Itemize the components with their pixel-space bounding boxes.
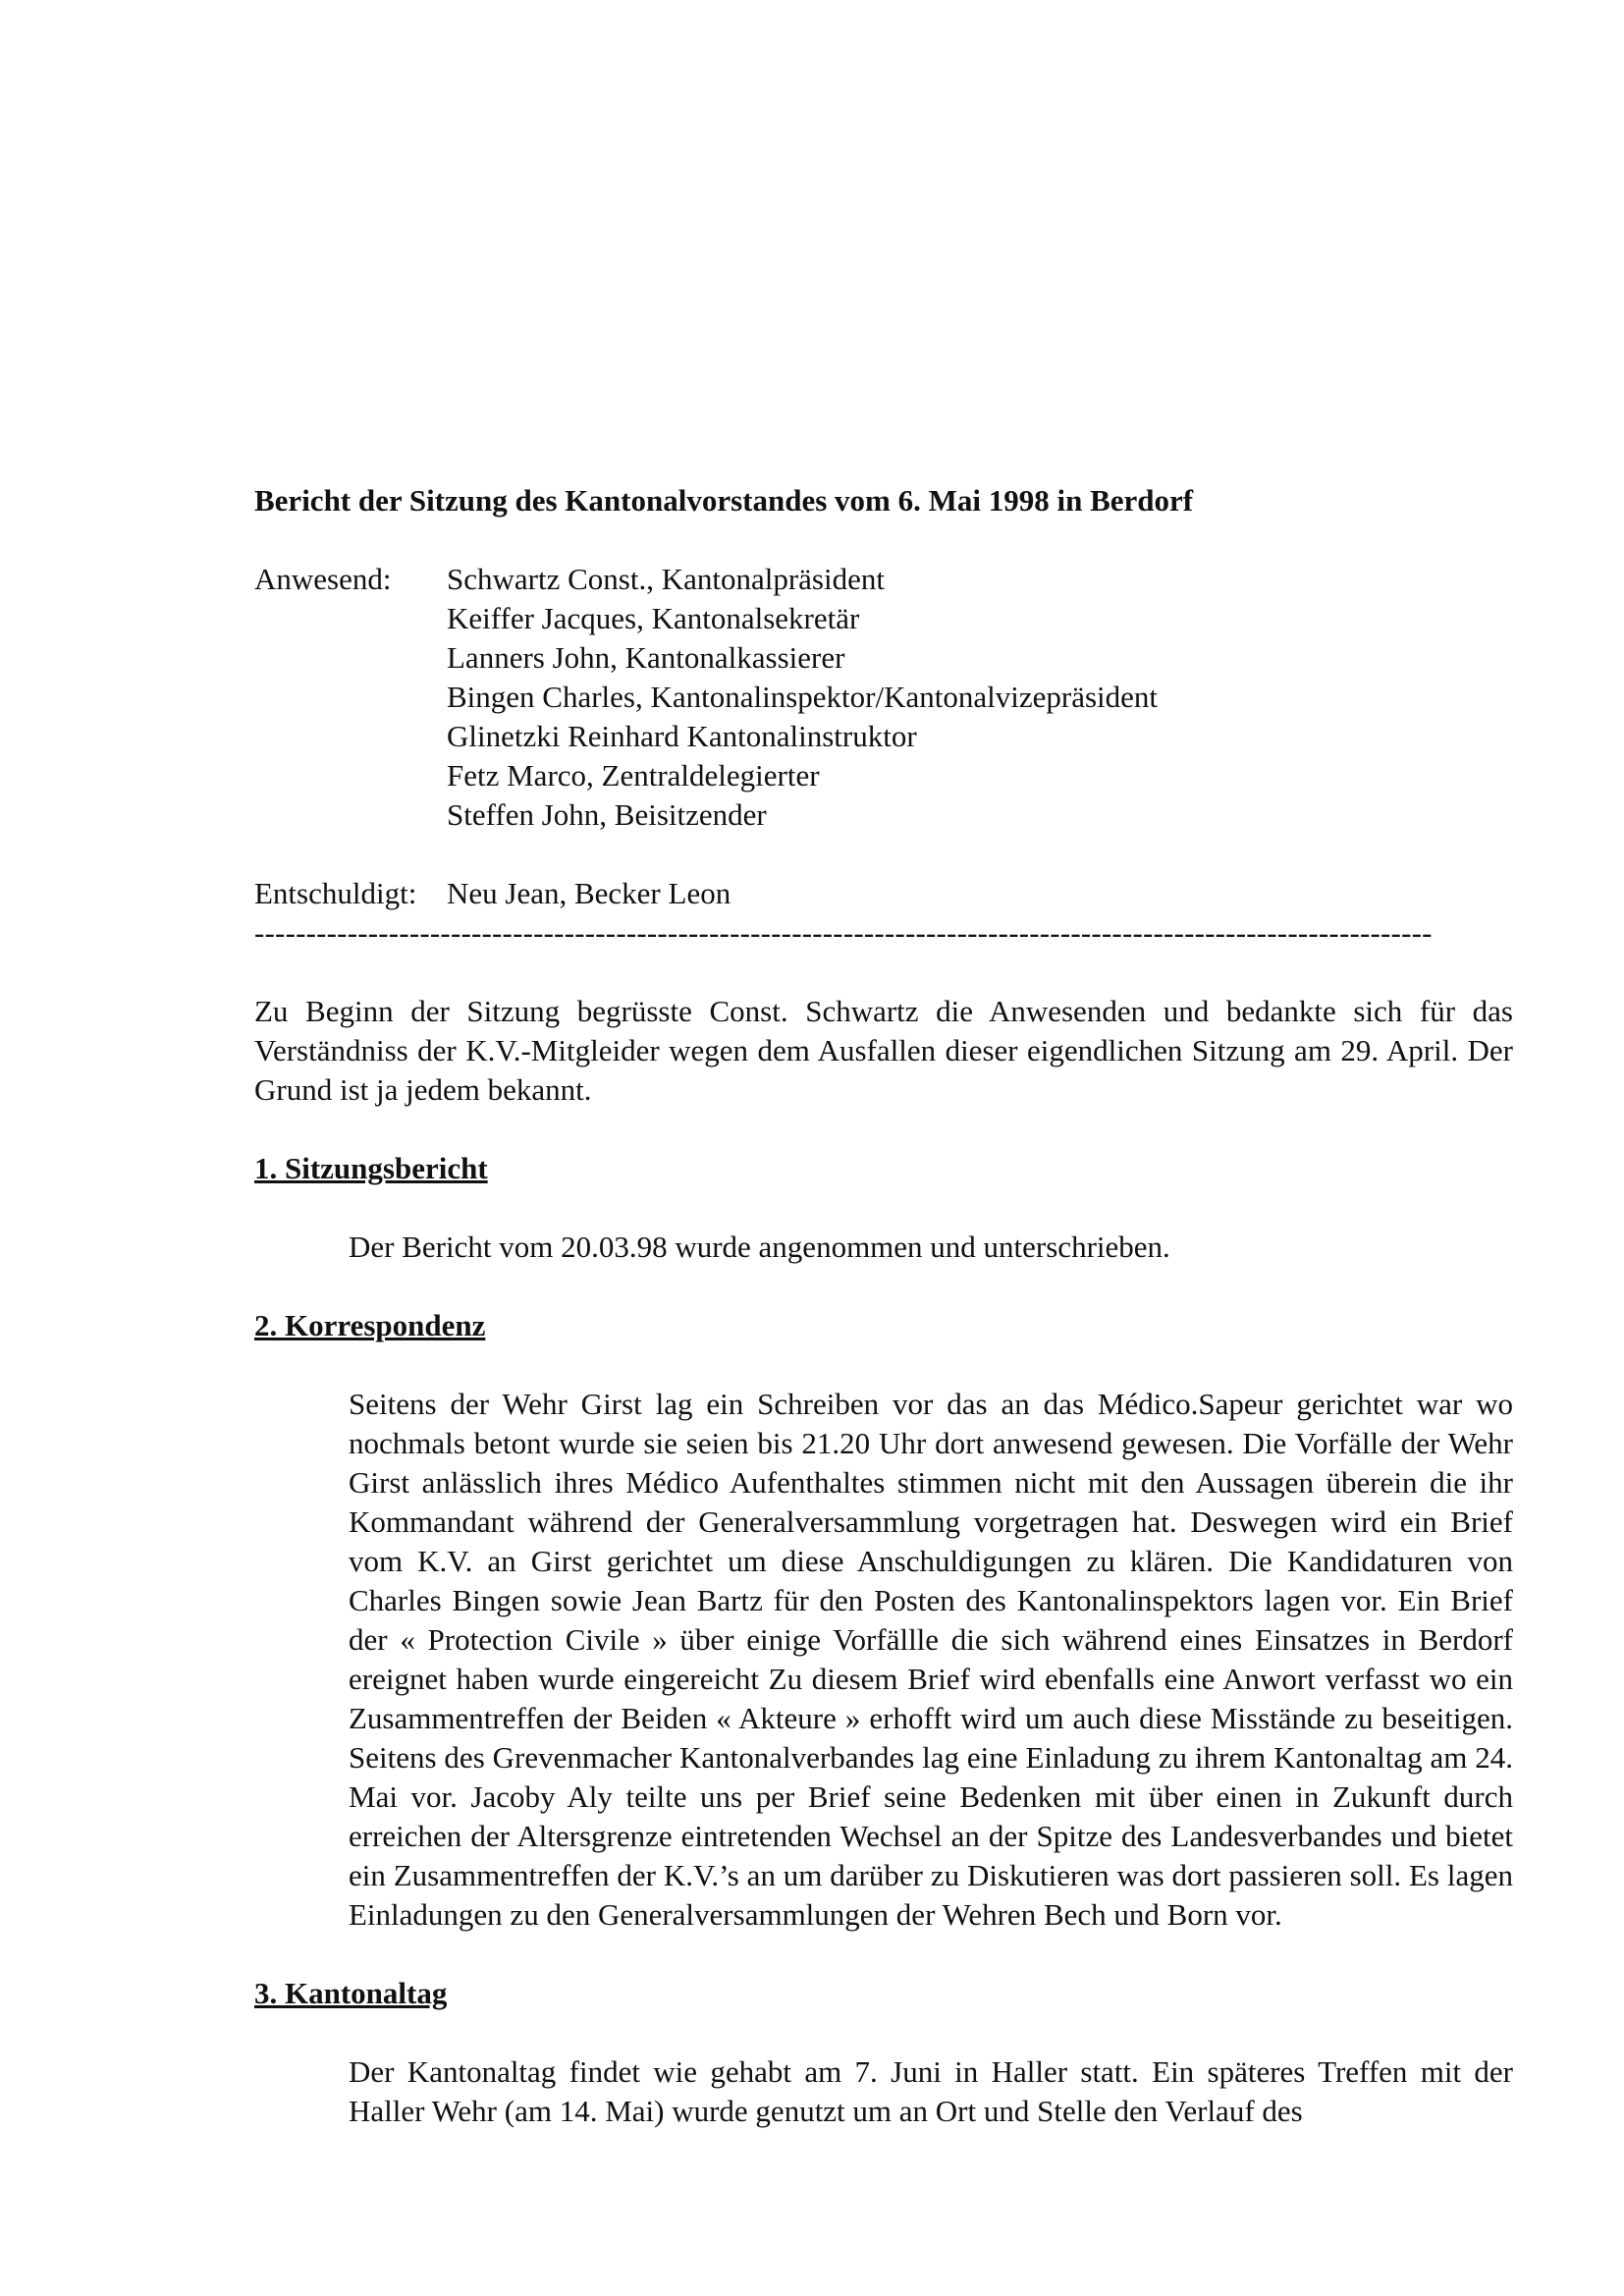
section-heading: 2. Korrespondenz (254, 1308, 486, 1342)
excused-label: Entschuldigt: (254, 876, 417, 910)
present-member: Glinetzki Reinhard Kantonalinstruktor (447, 719, 917, 753)
attendance-excused (254, 874, 1513, 913)
section-heading: 3. Kantonaltag (254, 1976, 448, 2010)
present-member: Keiffer Jacques, Kantonalsekretär (447, 601, 860, 635)
present-member: Bingen Charles, Kantonalinspektor/Kantonalvizepräsident (447, 680, 1159, 714)
present-member: Lanners John, Kantonalkassierer (447, 640, 845, 675)
present-member: Schwartz Const., Kantonalpräsident (447, 562, 885, 596)
section-body: Seitens der Wehr Girst lag ein Schreiben vor das an das Médico.Sapeur gerichtet war wo nochmals betont wurde sie seien bis 21.20 Uhr dort anwesend gewesen. Die Vorfälle der Wehr Girst anlässlich ihres Médico Aufenthaltes stimmen nicht mit den Aussagen überein die ihr Kommandant während der Generalversammlung vorgetragen hat. Deswegen wird ein Brief vom K.V. an Girst gerichtet um diese Anschuldigungen zu klären. Die Kandidaturen von Charles Bingen sowie Jean Bartz für den Posten des Kantonalinspektors lagen vor. Ein Brief der « Protection Civile » über einige Vorfällle die sich während eines Einsatzes in Berdorf ereignet haben wurde eingereicht Zu diesem Brief wird ebenfalls eine Anwort verfasst wo ein Zusammentreffen der Beiden « Akteure » erhofft wird um auch diese Misstände zu beseitigen. Seitens des Grevenmacher Kantonalverbandes lag eine Einladung zu ihrem Kantonaltag am 24. Mai vor. Jacoby Aly teilte uns per Brief seine Bedenken mit über einen in Zukunft durch erreichen der Altersgrenze eintretenden Wechsel an der Spitze des Landesverbandes und bietet ein Zusammentreffen der K.V.’s an um darüber zu Diskutieren was dort passieren soll. Es lagen Einladungen zu den Generalversammlungen der Wehren Bech und Born vor. (349, 1387, 1513, 1932)
excused-names: Neu Jean, Becker Leon (447, 876, 731, 910)
document-page (254, 481, 1513, 2131)
section-body: Der Bericht vom 20.03.98 wurde angenommen und unterschrieben. (349, 1230, 1170, 1264)
document-title: Bericht der Sitzung des Kantonalvorstandes vom 6. Mai 1998 in Berdorf (254, 483, 1194, 518)
intro-paragraph: Zu Beginn der Sitzung begrüsste Const. Schwartz die Anwesenden und bedankte sich für das Verständniss der K.V.-Mitgleider wegen dem Ausfallen dieser eigendlichen Sitzung am 29. April. Der Grund ist ja jedem bekannt. (254, 994, 1513, 1107)
section-korrespondenz (254, 1306, 1513, 1935)
present-member-list (447, 560, 1158, 835)
section-kantonaltag (254, 1974, 1513, 2131)
present-member: Fetz Marco, Zentraldelegierter (447, 758, 820, 793)
attendance-present (254, 560, 1513, 835)
dashed-separator: ------------------------------------------------------------------------------------------------------------------ (254, 915, 1433, 950)
section-body: Der Kantonaltag findet wie gehabt am 7. Juni in Haller statt. Ein späteres Treffen mit der Haller Wehr (am 14. Mai) wurde genutzt um an Ort und Stelle den Verlauf des (349, 2054, 1513, 2128)
section-heading: 1. Sitzungsbericht (254, 1151, 488, 1185)
section-sitzungsbericht (254, 1149, 1513, 1267)
present-label: Anwesend: (254, 562, 392, 596)
present-member: Steffen John, Beisitzender (447, 797, 767, 832)
